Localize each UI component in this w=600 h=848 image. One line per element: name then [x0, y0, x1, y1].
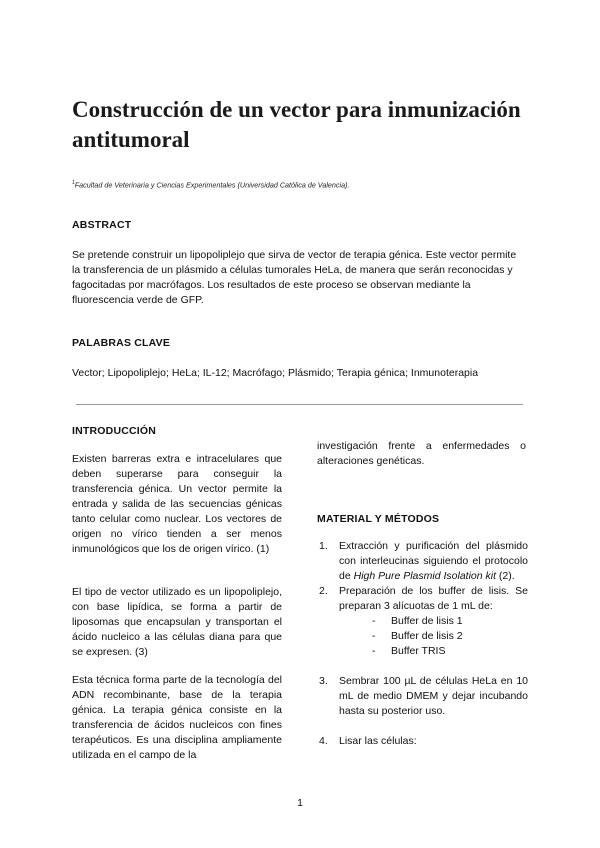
methods-heading: MATERIAL Y MÉTODOS — [317, 513, 440, 525]
page-number: 1 — [297, 797, 303, 809]
step-text: Preparación de los buffer de lisis. Se preparan 3 alícuotas de 1 mL de: — [339, 585, 528, 612]
kit-name: High Pure Plasmid Isolation kit — [353, 570, 497, 582]
intro-paragraph: Esta técnica forma parte de la tecnología del ADN recombinante, base de la terapia génica. La terapia génica consiste en la transferencia de ácidos nucleicos con fines terapéuticos. Es una disciplina ampliamente utilizada en el campo de la — [72, 674, 282, 761]
paper-title: Construcción de un vector para inmunización antitumoral — [72, 97, 521, 152]
buffer-item — [372, 614, 528, 629]
buffer-item-text: Buffer TRIS — [391, 645, 446, 657]
dash-marker: - — [372, 630, 376, 642]
buffer-list — [339, 614, 528, 659]
buffer-item-text: Buffer de lisis 2 — [391, 630, 463, 642]
step-text: Sembrar 100 µL de células HeLa en 10 mL de medio DMEM y dejar incubando hasta su posterior uso. — [339, 675, 528, 717]
methods-step — [317, 734, 528, 749]
dash-marker: - — [372, 645, 376, 657]
step-number: 3. — [319, 675, 328, 687]
section-divider — [76, 404, 523, 405]
intro-continuation: investigación frente a enfermedades o alteraciones genéticas. — [317, 440, 526, 467]
step-text: Lisar las células: — [339, 735, 417, 747]
affiliation-text: Facultad de Veterinaria y Ciencias Experimentales (Universidad Católica de Valencia). — [74, 180, 350, 190]
affiliation-marker: 1 — [72, 180, 75, 186]
intro-paragraph: El tipo de vector utilizado es un lipopoliplejo, con base lipídica, se forma a partir de liposomas que encapsulan y transportan el ácido nucleico a las células diana para que se expresen. (3) — [72, 586, 282, 658]
keywords-heading: PALABRAS CLAVE — [72, 337, 171, 349]
buffer-item — [372, 644, 528, 659]
buffer-item-text: Buffer de lisis 1 — [391, 615, 463, 627]
step-citation: (2). — [496, 570, 515, 582]
step-text: Extracción y purificación del plásmido con interleucinas siguiendo el protocolo de — [339, 540, 528, 582]
step-number: 4. — [319, 735, 328, 747]
introduction-heading: INTRODUCCIÓN — [72, 425, 157, 437]
step-number: 1. — [319, 540, 328, 552]
methods-step — [317, 539, 528, 584]
methods-step — [317, 584, 528, 659]
abstract-heading: ABSTRACT — [72, 219, 132, 231]
intro-paragraph: Existen barreras extra e intracelulares que deben superarse para conseguir la transferencia génica. Un vector permite la entrada y salida de las secuencias génicas tanto celular como nuclear. Los vectores de origen no vírico tienden a ser menos inmunológicos que los de origen vírico. (1) — [72, 453, 282, 555]
affiliation — [72, 180, 542, 189]
methods-step — [317, 674, 528, 719]
step-number: 2. — [319, 585, 328, 597]
buffer-item — [372, 629, 528, 644]
methods-list — [317, 539, 528, 749]
dash-marker: - — [372, 615, 376, 627]
keywords-text: Vector; Lipopoliplejo; HeLa; IL-12; Macrófago; Plásmido; Terapia génica; Inmunoterapia — [72, 367, 479, 379]
abstract-text: Se pretende construir un lipopoliplejo que sirva de vector de terapia génica. Este vector permite la transferencia de un plásmido a células tumorales HeLa, de manera que serán reconocidas y fagocitadas por macrófagos. Los resultados de este proceso se observan mediante la fluorescencia verde de GFP. — [72, 249, 517, 306]
